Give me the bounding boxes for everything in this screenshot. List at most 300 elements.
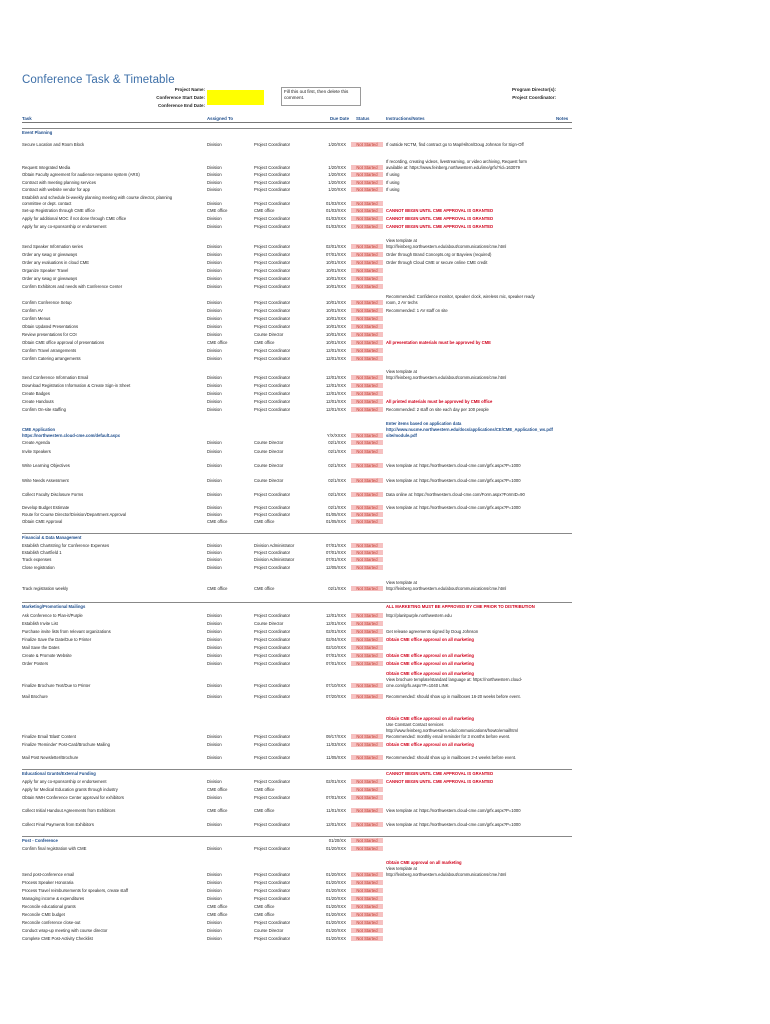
notes-cell: Recommended: should show up in mailboxes 2-4 weeks before event.: [386, 755, 517, 760]
status-cell[interactable]: Not Started: [351, 391, 383, 396]
notes-cell: All presentation materials must be approved by CME: [386, 340, 491, 345]
start-date-label: Conference Start Date:: [156, 95, 205, 100]
notes-cell: View template at: https://northwestern.cloud-cme.com/grfx.aspx?P=1000: [386, 505, 521, 510]
assigned-cell: Division: [207, 478, 222, 483]
task-cell: Reconcile conference close-out: [22, 920, 81, 925]
task-cell: Mail Save the Dates: [22, 645, 60, 650]
notes-cell: If using: [386, 180, 400, 185]
assigned-cell: Division: [207, 645, 222, 650]
notes-cell: Obtain CME office approval on all marketing: [386, 716, 474, 721]
due-date-cell: 02/1/XXX: [328, 449, 346, 454]
notes-cell: Order through Brand Concepts.org or Bayview (required): [386, 252, 492, 257]
status-cell[interactable]: Not Started: [351, 260, 383, 265]
due-date-cell: 1/20/XXX: [328, 165, 346, 170]
notes-cell: Obtain CME approval on all marketing: [386, 860, 462, 865]
task-cell: Establish Invite List: [22, 621, 58, 626]
due-date-cell: 10/01/XXX: [325, 316, 346, 321]
due-date-cell: 12/01/XXX: [325, 383, 346, 388]
task-cell: Request Integrated Media: [22, 165, 71, 170]
responsible-cell: Project Coordinator: [254, 244, 291, 249]
task-cell: Download Registration Information & Create Sign-in Sheet: [22, 383, 131, 388]
due-date-cell: 07/10/XXX: [325, 683, 346, 688]
assigned-cell: Division: [207, 375, 222, 380]
status-cell[interactable]: Not Started: [351, 407, 383, 412]
assigned-cell: Division: [207, 920, 222, 925]
due-date-cell: 09/17/XXX: [325, 734, 346, 739]
task-cell: Invite Speakers: [22, 449, 51, 454]
responsible-cell: CME office: [254, 912, 275, 917]
task-cell: Complete CME Post-Activity Checklist: [22, 936, 93, 941]
responsible-cell: Project Coordinator: [254, 645, 291, 650]
responsible-cell: Project Coordinator: [254, 550, 291, 555]
assigned-cell: Division: [207, 795, 222, 800]
task-cell: Develop Budget Estimate: [22, 505, 70, 510]
status-cell[interactable]: Not Started: [351, 300, 383, 305]
responsible-cell: Project Coordinator: [254, 694, 291, 699]
section-divider: [22, 602, 572, 603]
status-cell[interactable]: Not Started: [351, 433, 383, 438]
header-status: Status: [356, 116, 370, 121]
task-cell: Apply for additional MOC if not done through CME office: [22, 216, 127, 221]
responsible-cell: Project Coordinator: [254, 683, 291, 688]
assigned-cell: Division: [207, 216, 222, 221]
assigned-cell: Division: [207, 300, 222, 305]
due-date-cell: 01/05/XXX: [325, 519, 346, 524]
task-cell: Mail Brochure: [22, 694, 48, 699]
status-cell[interactable]: Not Started: [351, 629, 383, 634]
status-cell[interactable]: Not Started: [351, 637, 383, 642]
task-cell: Route for Course Director/Division/Department Approval: [22, 512, 127, 517]
responsible-cell: Project Coordinator: [254, 276, 291, 281]
assigned-cell: Division: [207, 449, 222, 454]
status-cell[interactable]: Not Started: [351, 165, 383, 170]
assigned-cell: Division: [207, 324, 222, 329]
assigned-cell: Division: [207, 172, 222, 177]
assigned-cell: Division: [207, 268, 222, 273]
responsible-cell: CME office: [254, 519, 275, 524]
assigned-cell: Division: [207, 260, 222, 265]
notes-cell: Obtain CME office approval on all marketing: [386, 653, 474, 658]
status-cell[interactable]: Not Started: [351, 742, 383, 747]
header-notes: Instructions/Notes: [386, 116, 425, 121]
notes-cell: Data online at: https://northwestern.cloud-cme.com/Form.aspx?FormID=90: [386, 492, 525, 497]
task-cell: Send post-conference email: [22, 872, 75, 877]
notes-cell: If recording, creating videos, livestreaming, or video archiving, Request form: [386, 159, 528, 164]
due-date-cell: 07/01/XXX: [325, 550, 346, 555]
status-cell[interactable]: Not Started: [351, 543, 383, 548]
task-cell: Apply for Medical Education grants through industry: [22, 787, 118, 792]
assigned-cell: Division: [207, 391, 222, 396]
task-cell: Process Travel reimbursements for speakers, create staff: [22, 888, 129, 893]
status-cell[interactable]: Not Started: [351, 838, 383, 843]
notes-cell: Recommended: 2 staff on site each day per 100 people: [386, 407, 489, 412]
project-coordinator-label: Project Coordinator:: [512, 95, 556, 100]
task-cell: Write Needs Assessment: [22, 478, 69, 483]
task-cell: Confirm AV: [22, 308, 43, 313]
due-date-cell: 02/1/XXX: [328, 586, 346, 591]
project-name-label: Project Name:: [174, 87, 205, 92]
due-date-cell: 07/01/XXX: [325, 557, 346, 562]
assigned-cell: Division: [207, 872, 222, 877]
task-cell: Reconcile educational grants: [22, 904, 76, 909]
task-cell: Apply for any co-sponsorship or endorsement: [22, 224, 107, 229]
due-date-cell: 12/01/XXX: [325, 621, 346, 626]
status-cell[interactable]: Not Started: [351, 316, 383, 321]
due-date-cell: 10/01/XXX: [325, 300, 346, 305]
responsible-cell: Project Coordinator: [254, 268, 291, 273]
due-date-cell: 01/20/XX: [328, 838, 346, 843]
status-cell[interactable]: Not Started: [351, 896, 383, 901]
assigned-cell: CME office: [207, 340, 228, 345]
responsible-cell: Project Coordinator: [254, 260, 291, 265]
task-cell: Close registration: [22, 565, 55, 570]
status-cell[interactable]: Not Started: [351, 755, 383, 760]
project-info-input[interactable]: [207, 90, 264, 105]
assigned-cell: CME office: [207, 808, 228, 813]
notes-cell: http://www.feinberg.northwestern.edu/communications/howto/emailhtml: [386, 728, 518, 733]
task-cell: Track expenses: [22, 557, 52, 562]
due-date-cell: 12/01/XXX: [325, 399, 346, 404]
task-cell: Contract with website vendor for app: [22, 187, 90, 192]
status-cell[interactable]: Not Started: [351, 550, 383, 555]
task-cell: https://northwestern.cloud-cme.com/default.aspx: [22, 433, 120, 438]
task-cell: Finalize Email 'Blast' Content: [22, 734, 76, 739]
due-date-cell: 07/20/XXX: [325, 694, 346, 699]
responsible-cell: Project Coordinator: [254, 846, 291, 851]
task-cell: Confirm Catering arrangements: [22, 356, 81, 361]
assigned-cell: Division: [207, 565, 222, 570]
program-director-label: Program Director(s):: [511, 87, 556, 92]
task-cell: Confirm On-site staffing: [22, 407, 66, 412]
notes-cell: cme.com/grfx.aspx?P=1040 LINK: [386, 683, 449, 688]
status-cell[interactable]: Not Started: [351, 187, 383, 192]
notes-cell: If outside NCTM, find contract go to Map/Hilton/Doug Johnson for Sign-Off: [386, 142, 524, 147]
status-cell[interactable]: Not Started: [351, 208, 383, 213]
assigned-cell: Division: [207, 284, 222, 289]
notes-cell: Order through Cloud CME or secure online CME credit: [386, 260, 488, 265]
due-date-cell: Y/X/XXXX: [326, 433, 346, 438]
assigned-cell: Division: [207, 356, 222, 361]
assigned-cell: Division: [207, 896, 222, 901]
task-cell: Secure Location and Room Block: [22, 142, 85, 147]
section-heading: Marketing/Promotional Mailings: [22, 604, 86, 609]
notes-cell: View template at: https://northwestern.cloud-cme.com/grfx.aspx?P=1000: [386, 463, 521, 468]
assigned-cell: Division: [207, 440, 222, 445]
notes-cell: CANNOT BEGIN UNTIL CME APPROVAL IS GRANTED: [386, 208, 494, 213]
assigned-cell: CME office: [207, 208, 228, 213]
status-cell[interactable]: Not Started: [351, 356, 383, 361]
task-cell: Create & Promote Website: [22, 653, 72, 658]
assigned-cell: Division: [207, 165, 222, 170]
due-date-cell: 01/20/XXX: [325, 912, 346, 917]
due-date-cell: 01/03/XXX: [325, 208, 346, 213]
due-date-cell: 02/10/XXX: [325, 645, 346, 650]
assigned-cell: Division: [207, 928, 222, 933]
status-cell[interactable]: Not Started: [351, 683, 383, 688]
status-cell[interactable]: Not Started: [351, 276, 383, 281]
due-date-cell: 01/20/XXX: [325, 880, 346, 885]
status-cell[interactable]: Not Started: [351, 449, 383, 454]
status-cell[interactable]: Not Started: [351, 375, 383, 380]
assigned-cell: Division: [207, 550, 222, 555]
due-date-cell: 1/20/XXX: [328, 142, 346, 147]
assigned-cell: Division: [207, 888, 222, 893]
responsible-cell: CME office: [254, 787, 275, 792]
assigned-cell: Division: [207, 276, 222, 281]
assigned-cell: Division: [207, 224, 222, 229]
notes-cell: Recommended: monthly email reminder for 3 months before event.: [386, 734, 511, 739]
assigned-cell: Division: [207, 407, 222, 412]
assigned-cell: Division: [207, 629, 222, 634]
notes-cell: site/module.pdf: [386, 433, 417, 438]
due-date-cell: 10/01/XXX: [325, 260, 346, 265]
notes-cell: Obtain CME office approval on all marketing: [386, 661, 474, 666]
due-date-cell: 10/01/XXX: [325, 308, 346, 313]
task-cell: Confirm Menus: [22, 316, 51, 321]
section-heading: Post - Conference: [22, 838, 58, 843]
due-date-cell: 07/01/XXX: [325, 661, 346, 666]
status-cell[interactable]: Not Started: [351, 383, 383, 388]
status-cell[interactable]: Not Started: [351, 872, 383, 877]
responsible-cell: Project Coordinator: [254, 742, 291, 747]
task-cell: Ask Conference to Plan-it/Purple: [22, 613, 83, 618]
due-date-cell: 01/05/XXX: [325, 512, 346, 517]
status-cell[interactable]: Not Started: [351, 519, 383, 524]
assigned-cell: Division: [207, 557, 222, 562]
status-cell[interactable]: Not Started: [351, 505, 383, 510]
responsible-cell: Course Director: [254, 621, 284, 626]
assigned-cell: Division: [207, 244, 222, 249]
notes-cell: room, 2 AV techs: [386, 300, 418, 305]
due-date-cell: 01/03/XXX: [325, 201, 346, 206]
status-cell[interactable]: Not Started: [351, 142, 383, 147]
status-cell[interactable]: Not Started: [351, 694, 383, 699]
assigned-cell: Division: [207, 383, 222, 388]
due-date-cell: 11/01/XXX: [326, 808, 346, 813]
page-title: Conference Task & Timetable: [22, 74, 175, 86]
responsible-cell: Project Coordinator: [254, 201, 291, 206]
status-cell[interactable]: Not Started: [351, 557, 383, 562]
status-cell[interactable]: Not Started: [351, 613, 383, 618]
section-divider: [22, 836, 572, 837]
notes-cell: View template at: [386, 580, 417, 585]
responsible-cell: Project Coordinator: [254, 888, 291, 893]
responsible-cell: Project Coordinator: [254, 920, 291, 925]
notes-cell: View template at: [386, 238, 417, 243]
status-cell[interactable]: Not Started: [351, 224, 383, 229]
task-cell: Establish Chartstring for Conference Expenses: [22, 543, 110, 548]
task-cell: Apply for any co-sponsorship or endorsement: [22, 779, 107, 784]
assigned-cell: Division: [207, 142, 222, 147]
assigned-cell: CME office: [207, 912, 228, 917]
status-cell[interactable]: Not Started: [351, 779, 383, 784]
due-date-cell: 02/04/XXX: [325, 637, 346, 642]
status-cell[interactable]: Not Started: [351, 399, 383, 404]
status-cell[interactable]: Not Started: [351, 340, 383, 345]
assigned-cell: Division: [207, 683, 222, 688]
responsible-cell: Project Coordinator: [254, 172, 291, 177]
status-cell[interactable]: Not Started: [351, 324, 383, 329]
assigned-cell: Division: [207, 512, 222, 517]
status-cell[interactable]: Not Started: [351, 252, 383, 257]
task-cell: Confirm Conference Setup: [22, 300, 72, 305]
task-cell: Create Agenda: [22, 440, 50, 445]
status-cell[interactable]: Not Started: [351, 284, 383, 289]
due-date-cell: 01/20/XXX: [325, 936, 346, 941]
task-cell: Process Speaker Honoraria: [22, 880, 74, 885]
due-date-cell: 1/20/XXX: [328, 180, 346, 185]
responsible-cell: Project Coordinator: [254, 661, 291, 666]
assigned-cell: Division: [207, 201, 222, 206]
responsible-cell: Project Coordinator: [254, 383, 291, 388]
status-cell[interactable]: Not Started: [351, 920, 383, 925]
assigned-cell: Division: [207, 621, 222, 626]
due-date-cell: 02/1/XXX: [328, 492, 346, 497]
status-cell[interactable]: Not Started: [351, 621, 383, 626]
task-cell: Obtain CME office approval of presentations: [22, 340, 105, 345]
notes-cell: All printed materials must be approved by CME office: [386, 399, 493, 404]
status-cell[interactable]: Not Started: [351, 928, 383, 933]
due-date-cell: 02/01/XXX: [325, 779, 346, 784]
status-cell[interactable]: Not Started: [351, 888, 383, 893]
task-cell: Finalize Save the Date/Due to Printer: [22, 637, 92, 642]
status-cell[interactable]: Not Started: [351, 653, 383, 658]
assigned-cell: Division: [207, 180, 222, 185]
due-date-cell: 11/03/XXX: [326, 742, 346, 747]
notes-cell: Recommended: Confidence monitor, speaker clock, wireless mic, speaker ready: [386, 294, 535, 299]
section-divider: [22, 128, 572, 129]
status-cell[interactable]: Not Started: [351, 880, 383, 885]
responsible-cell: Project Coordinator: [254, 880, 291, 885]
task-cell: Create Badges: [22, 391, 50, 396]
status-cell[interactable]: Not Started: [351, 846, 383, 851]
assigned-cell: Division: [207, 332, 222, 337]
due-date-cell: 01/20/XXX: [325, 920, 346, 925]
notes-cell: http://feinberg.northwestern.edu/about/communications/cme.html: [386, 375, 507, 380]
status-cell[interactable]: Not Started: [351, 172, 383, 177]
notes-cell: http://feinberg.northwestern.edu/about/communications/cme.html: [386, 244, 507, 249]
status-cell[interactable]: Not Started: [351, 795, 383, 800]
status-cell[interactable]: Not Started: [351, 734, 383, 739]
task-cell: Finalize Brochure Text/Due to Printer: [22, 683, 91, 688]
status-cell[interactable]: Not Started: [351, 440, 383, 445]
task-cell: Create Handouts: [22, 399, 54, 404]
end-date-label: Conference End Date:: [157, 103, 205, 108]
responsible-cell: CME office: [254, 340, 275, 345]
task-cell: Order any swag or giveaways: [22, 276, 78, 281]
status-cell[interactable]: Not Started: [351, 180, 383, 185]
notes-cell: CANNOT BEGIN UNTIL CME APPROVAL IS GRANTED: [386, 224, 494, 229]
responsible-cell: Project Coordinator: [254, 316, 291, 321]
status-cell[interactable]: Not Started: [351, 492, 383, 497]
due-date-cell: 10/01/XXX: [325, 340, 346, 345]
status-cell[interactable]: Not Started: [351, 787, 383, 792]
due-date-cell: 12/01/XXX: [325, 375, 346, 380]
due-date-cell: 02/1/XXX: [328, 478, 346, 483]
task-cell: Establish and schedule bi-weekly planning meeting with course director, planning: [22, 195, 173, 200]
assigned-cell: Division: [207, 755, 222, 760]
status-cell[interactable]: Not Started: [351, 216, 383, 221]
status-cell[interactable]: Not Started: [351, 586, 383, 591]
task-cell: Confirm Travel arrangements: [22, 348, 77, 353]
status-cell[interactable]: Not Started: [351, 661, 383, 666]
assigned-cell: Division: [207, 846, 222, 851]
due-date-cell: 12/01/XXX: [325, 356, 346, 361]
assigned-cell: Division: [207, 779, 222, 784]
responsible-cell: Project Coordinator: [254, 512, 291, 517]
task-cell: Order any swag or giveaways: [22, 252, 78, 257]
task-cell: Managing income & expenditures: [22, 896, 85, 901]
status-cell[interactable]: Not Started: [351, 808, 383, 813]
status-cell[interactable]: Not Started: [351, 645, 383, 650]
status-cell[interactable]: Not Started: [351, 348, 383, 353]
section-divider: [22, 769, 572, 770]
status-cell[interactable]: Not Started: [351, 912, 383, 917]
task-cell: Write Learning Objectives: [22, 463, 70, 468]
responsible-cell: Course Director: [254, 332, 284, 337]
due-date-cell: 01/20/XXX: [325, 846, 346, 851]
due-date-cell: 12/05/XXX: [325, 565, 346, 570]
notes-cell: View template at: [386, 866, 417, 871]
assigned-cell: Division: [207, 742, 222, 747]
due-date-cell: 02/1/XXX: [328, 440, 346, 445]
due-date-cell: 01/20/XXX: [325, 904, 346, 909]
section-heading: Event Planning: [22, 130, 53, 135]
notes-cell: If using: [386, 187, 400, 192]
due-date-cell: 01/03/XXX: [325, 224, 346, 229]
task-cell: Review presentations for COI: [22, 332, 77, 337]
responsible-cell: Project Coordinator: [254, 896, 291, 901]
responsible-cell: Project Coordinator: [254, 613, 291, 618]
status-cell[interactable]: Not Started: [351, 822, 383, 827]
status-cell[interactable]: Not Started: [351, 463, 383, 468]
notes-cell: available at: https://www.feinberg.northwestern.edu/ime/grfx/?id=163079: [386, 165, 520, 170]
assigned-cell: CME office: [207, 519, 228, 524]
due-date-cell: 01/20/XXX: [325, 872, 346, 877]
responsible-cell: Project Coordinator: [254, 795, 291, 800]
assigned-cell: Division: [207, 694, 222, 699]
status-cell[interactable]: Not Started: [351, 332, 383, 337]
notes-cell: http://planitpurple.northwestern.edu: [386, 613, 452, 618]
due-date-cell: 11/05/XXX: [326, 755, 346, 760]
due-date-cell: 07/01/XXX: [325, 543, 346, 548]
task-cell: Track registration weekly: [22, 586, 69, 591]
responsible-cell: Project Coordinator: [254, 187, 291, 192]
task-cell: Set-up Registration through CME office: [22, 208, 95, 213]
responsible-cell: Project Coordinator: [254, 755, 291, 760]
status-cell[interactable]: Not Started: [351, 201, 383, 206]
task-cell: Confirm final registration with CME: [22, 846, 87, 851]
status-cell[interactable]: Not Started: [351, 244, 383, 249]
section-heading: Financial & Data Management: [22, 535, 82, 540]
status-cell[interactable]: Not Started: [351, 478, 383, 483]
notes-cell: Enter items based on application data: [386, 421, 462, 426]
responsible-cell: CME office: [254, 586, 275, 591]
assigned-cell: Division: [207, 613, 222, 618]
due-date-cell: 12/01/XXX: [325, 822, 346, 827]
task-cell: Contract with meeting planning services: [22, 180, 97, 185]
section-divider: [22, 533, 572, 534]
status-cell[interactable]: Not Started: [351, 936, 383, 941]
task-cell: Order any evaluations in cloud CME: [22, 260, 90, 265]
assigned-cell: Division: [207, 637, 222, 642]
status-cell[interactable]: Not Started: [351, 565, 383, 570]
status-cell[interactable]: Not Started: [351, 512, 383, 517]
status-cell[interactable]: Not Started: [351, 904, 383, 909]
status-cell[interactable]: Not Started: [351, 268, 383, 273]
status-cell[interactable]: Not Started: [351, 308, 383, 313]
task-cell: Conduct wrap-up meeting with course director: [22, 928, 108, 933]
